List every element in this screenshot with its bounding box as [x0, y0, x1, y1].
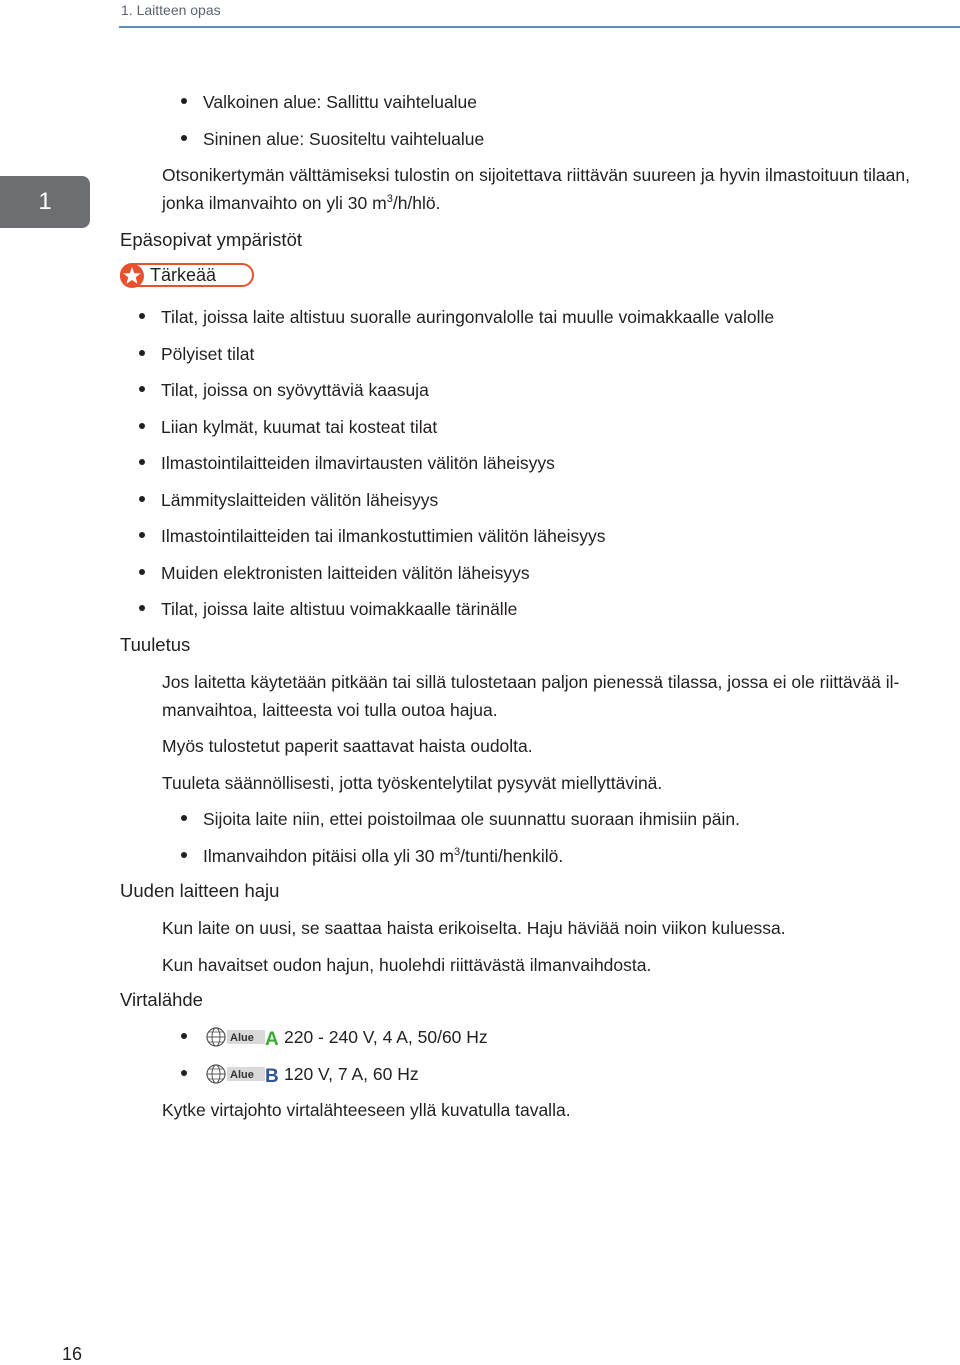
paragraph: Kun laite on uusi, se saattaa haista erikoiselta. Haju häviää noin viikon kuluessa.: [162, 918, 786, 938]
paragraph: Tuuleta säännöllisesti, jotta työskentelytilat pysyvät miellyttävinä.: [162, 773, 663, 793]
bullet: [139, 386, 145, 392]
list-item: Valkoinen alue: Sallittu vaihtelualue: [203, 92, 478, 112]
svg-text:Alue: Alue: [230, 1069, 254, 1081]
list-item: Tilat, joissa laite altistuu voimakkaalle tärinälle: [161, 599, 518, 619]
paragraph: Kytke virtajohto virtalähteeseen yllä kuvatulla tavalla.: [162, 1100, 571, 1120]
paragraph: Kun havaitset oudon hajun, huolehdi riittävästä ilmanvaihdosta.: [162, 955, 652, 975]
bullet: [181, 1033, 187, 1039]
intro-line-1: Otsonikertymän välttämiseksi tulostin on sijoitettava riittävän suureen ja hyvin ilmastoituun tilaan,: [162, 165, 910, 185]
region-a-value: 220 - 240 V, 4 A, 50/60 Hz: [284, 1027, 488, 1047]
bullet: [181, 815, 187, 821]
bullet: [139, 459, 145, 465]
list-item: Pölyiset tilat: [161, 344, 255, 364]
star-icon: [119, 263, 145, 289]
list-item: Muiden elektronisten laitteiden välitön läheisyys: [161, 563, 530, 583]
svg-text:A: A: [265, 1029, 279, 1048]
bullet: [139, 569, 145, 575]
section-heading-power: Virtalähde: [120, 989, 203, 1010]
chapter-header: 1. Laitteen opas: [121, 2, 221, 18]
chapter-tab: 1: [0, 176, 90, 228]
bullet: [181, 98, 187, 104]
list-item: Ilmastointilaitteiden ilmavirtausten välitön läheisyys: [161, 453, 555, 473]
intro-line-2: jonka ilmanvaihto on yli 30 $m^3/h$/hlö.: [162, 193, 441, 213]
svg-text:B: B: [265, 1066, 279, 1085]
list-item: Tilat, joissa laite altistuu suoralle auringonvalolle tai muulle voimakkaalle valolle: [161, 307, 775, 327]
region-a-icon: [203, 1026, 283, 1048]
bullet: [139, 605, 145, 611]
bullet: [181, 135, 187, 141]
paragraph: Myös tulostetut paperit saattavat haista oudolta.: [162, 736, 533, 756]
list-item: Lämmityslaitteiden välitön läheisyys: [161, 490, 439, 510]
section-heading-new-smell: Uuden laitteen haju: [120, 880, 280, 901]
bullet: [139, 496, 145, 502]
bullet: [139, 350, 145, 356]
bullet: [139, 313, 145, 319]
region-b-value: 120 V, 7 A, 60 Hz: [284, 1064, 419, 1084]
svg-text:Alue: Alue: [230, 1032, 254, 1044]
list-item: Ilmastointilaitteiden tai ilmankostuttimien välitön läheisyys: [161, 526, 606, 546]
page-header: [0, 0, 960, 40]
section-heading-ventilation: Tuuletus: [120, 634, 191, 655]
list-item: Sininen alue: Suositeltu vaihtelualue: [203, 129, 485, 149]
bullet: [139, 423, 145, 429]
paragraph: Jos laitetta käytetään pitkään tai sillä tulostetaan paljon pienessä tilassa, jossa ei ole riittävää il-: [162, 672, 900, 692]
list-item: Liian kylmät, kuumat tai kosteat tilat: [161, 417, 438, 437]
important-label: Tärkeää: [150, 265, 217, 285]
region-b-icon: [203, 1063, 283, 1085]
list-item: Sijoita laite niin, ettei poistoilmaa ole suunnattu suoraan ihmisiin päin.: [203, 809, 740, 829]
bullet: [181, 852, 187, 858]
bullet: [181, 1070, 187, 1076]
section-heading-unsuitable: Epäsopivat ympäristöt: [120, 229, 303, 250]
list-item: Tilat, joissa on syövyttäviä kaasuja: [161, 380, 429, 400]
paragraph: manvaihtoa, laitteesta voi tulla outoa hajua.: [162, 700, 498, 720]
page-number: 16: [62, 1344, 83, 1364]
bullet: [139, 532, 145, 538]
list-item: Ilmanvaihdon pitäisi olla yli 30 $m^3/tunti$/henkilö.: [203, 846, 564, 866]
header-rule: [119, 26, 960, 28]
